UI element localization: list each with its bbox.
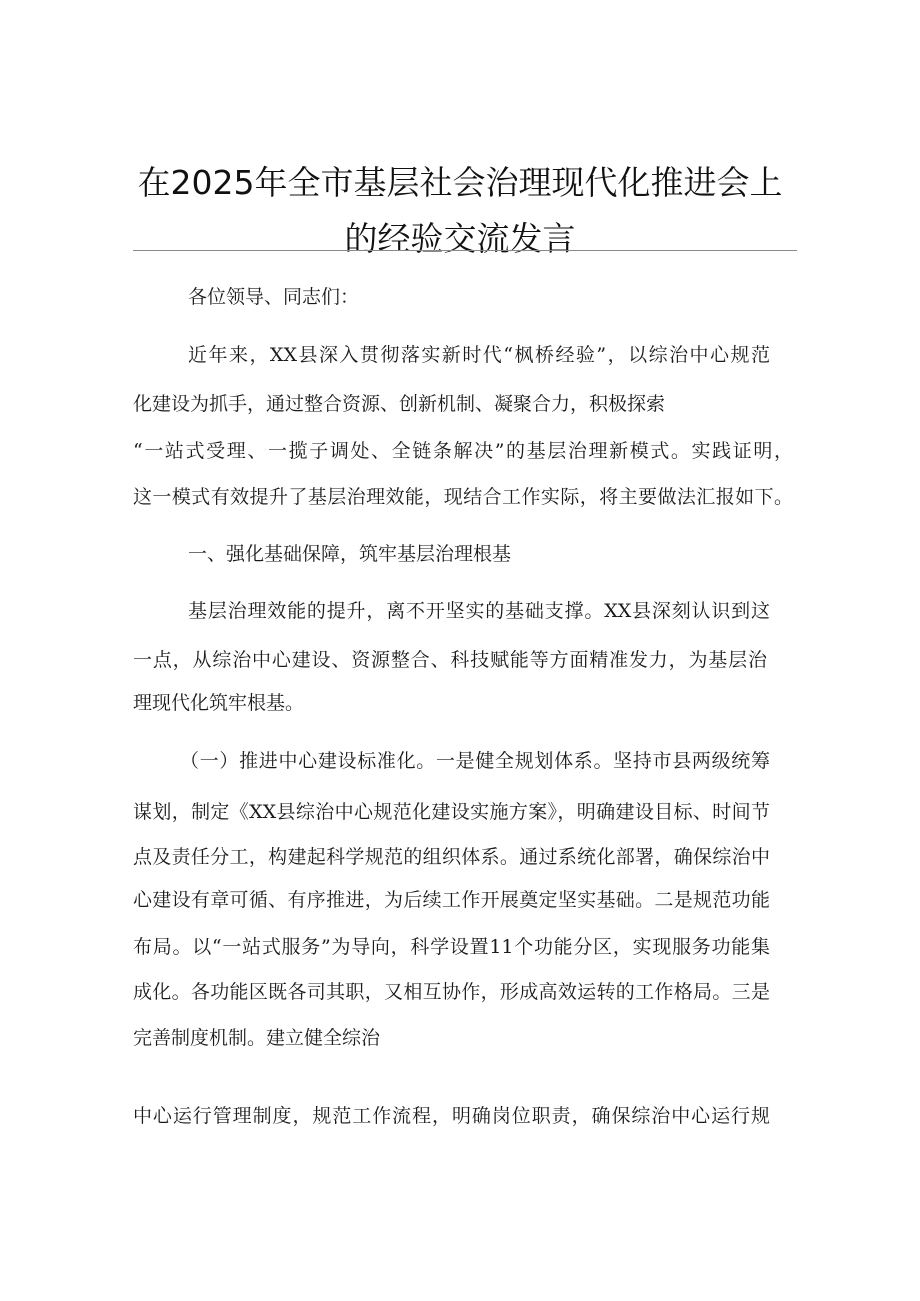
subsection-1-line-1: （一）推进中心建设标准化。一是健全规划体系。坚持市县两级统筹 xyxy=(180,750,770,772)
continuation-line: 中心运行管理制度，规范工作流程，明确岗位职责，确保综治中心运行规 xyxy=(133,1105,770,1127)
document-title-line-2: 的经验交流发言 xyxy=(344,219,576,258)
salutation: 各位领导、同志们： xyxy=(188,286,360,308)
intro-line-1: 近年来，XX县深入贯彻落实新时代“枫桥经验”，以综治中心规范 xyxy=(188,344,770,366)
document-title-line-1: 在2025年全市基层社会治理现代化推进会上 xyxy=(137,163,783,202)
subsection-1-line-3: 点及责任分工，构建起科学规范的组织体系。通过系统化部署，确保综治中 xyxy=(133,846,770,868)
subsection-1-line-4: 心建设有章可循、有序推进，为后续工作开展奠定坚实基础。二是规范功能 xyxy=(133,889,770,911)
subsection-1-line-7: 完善制度机制。建立健全综治 xyxy=(133,1027,381,1049)
subsection-1-line-5: 布局。以“一站式服务”为导向，科学设置11个功能分区，实现服务功能集 xyxy=(133,936,770,958)
intro-line-3: “一站式受理、一揽子调处、全链条解决”的基层治理新模式。实践证明， xyxy=(133,440,793,462)
section-1-intro-line-1: 基层治理效能的提升，离不开坚实的基础支撑。XX县深刻认识到这 xyxy=(188,600,770,622)
subsection-1-line-2: 谋划，制定《XX县综治中心规范化建设实施方案》，明确建设目标、时间节 xyxy=(133,801,770,823)
section-1-heading: 一、强化基础保障，筑牢基层治理根基 xyxy=(188,543,512,565)
section-1-intro-line-3: 理现代化筑牢根基。 xyxy=(133,692,305,714)
subsection-1-line-6: 成化。各功能区既各司其职，又相互协作，形成高效运转的工作格局。三是 xyxy=(133,981,770,1003)
intro-line-2: 化建设为抓手，通过整合资源、创新机制、凝聚合力，积极探索 xyxy=(133,393,666,415)
section-1-intro-line-2: 一点，从综治中心建设、资源整合、科技赋能等方面精准发力，为基层治 xyxy=(133,649,767,671)
title-divider xyxy=(133,250,797,251)
intro-line-4: 这一模式有效提升了基层治理效能，现结合工作实际，将主要做法汇报如下。 xyxy=(133,486,793,508)
